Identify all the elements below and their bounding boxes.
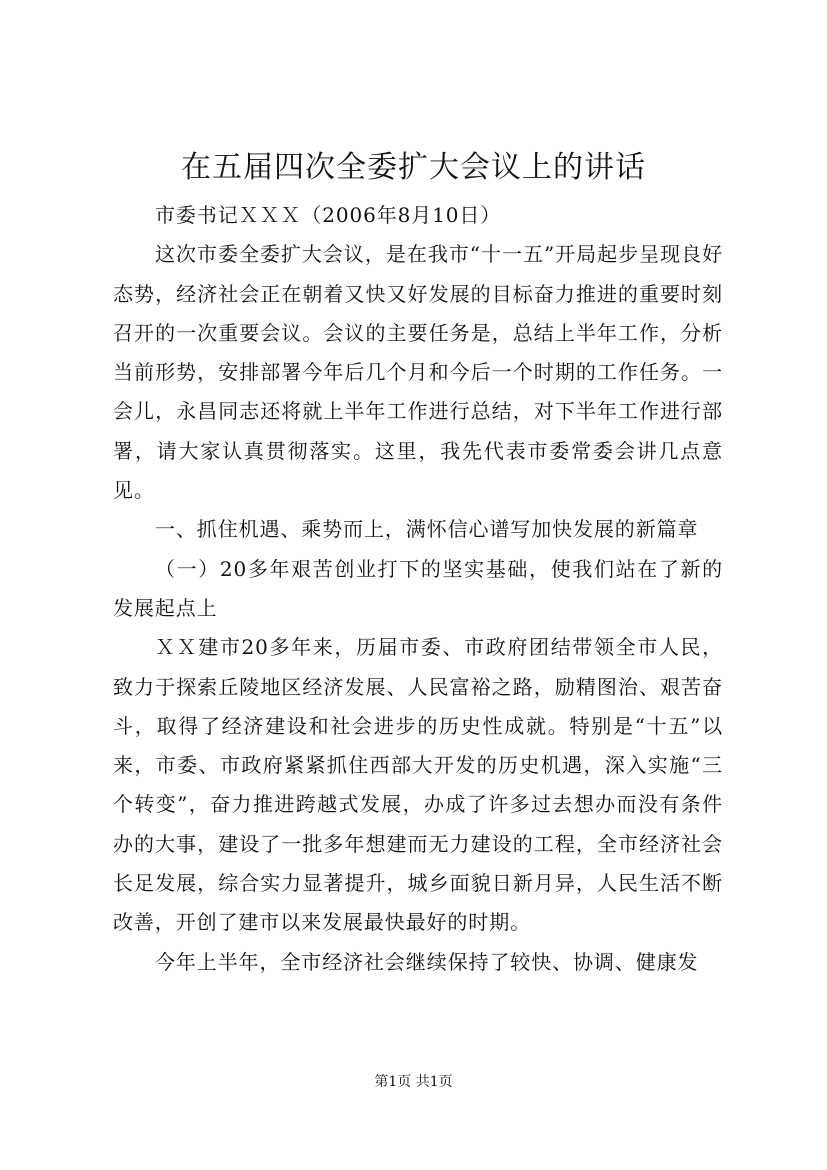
document-title: 在五届四次全委扩大会议上的讲话 [181,150,646,185]
paragraph-first-half: 今年上半年，全市经济社会继续保持了较快、协调、健康发 [155,949,699,974]
paragraph-intro: 这次市委全委扩大会议，是在我市“十一五”开局起步呈现良好态势，经济社会正在朝着又快又好发展的目标奋力推进的重要时刻召开的一次重要会议。会议的主要任务是，总结上半年工作，分析当前形势，安排部署今年后几个月和今后一个时期的工作任务。一会儿，永昌同志还将就上半年工作进行总结，对下半年工作进行部署，请大家认真贯彻落实。这里，我先代表市委常委会讲几点意见。 [113,242,723,503]
document-body [113,196,723,982]
page-number: 第1页 共1页 [374,1074,453,1090]
subsection-heading-1: （一）20多年艰苦创业打下的坚实基础，使我们站在了新的发展起点上 [113,556,723,620]
section-heading-1: 一、抓住机遇、乘势而上，满怀信心谱写加快发展的新篇章 [155,517,699,542]
paragraph-history: ＸＸ建市20多年来，历届市委、市政府团结带领全市人民，致力于探索丘陵地区经济发展、人民富裕之路，励精图治、艰苦奋斗，取得了经济建设和社会进步的历史性成就。特别是“十五”以来，市委、市政府紧紧抓住西部大开发的历史机遇，深入实施“三个转变”，奋力推进跨越式发展，办成了许多过去想办而没有条件办的大事，建设了一批多年想建而无力建设的工程，全市经济社会长足发展，综合实力显著提升，城乡面貌日新月异，人民生活不断改善，开创了建市以来发展最快最好的时期。 [113,635,723,935]
byline: 市委书记ＸＸＸ（2006年8月10日） [155,203,502,227]
